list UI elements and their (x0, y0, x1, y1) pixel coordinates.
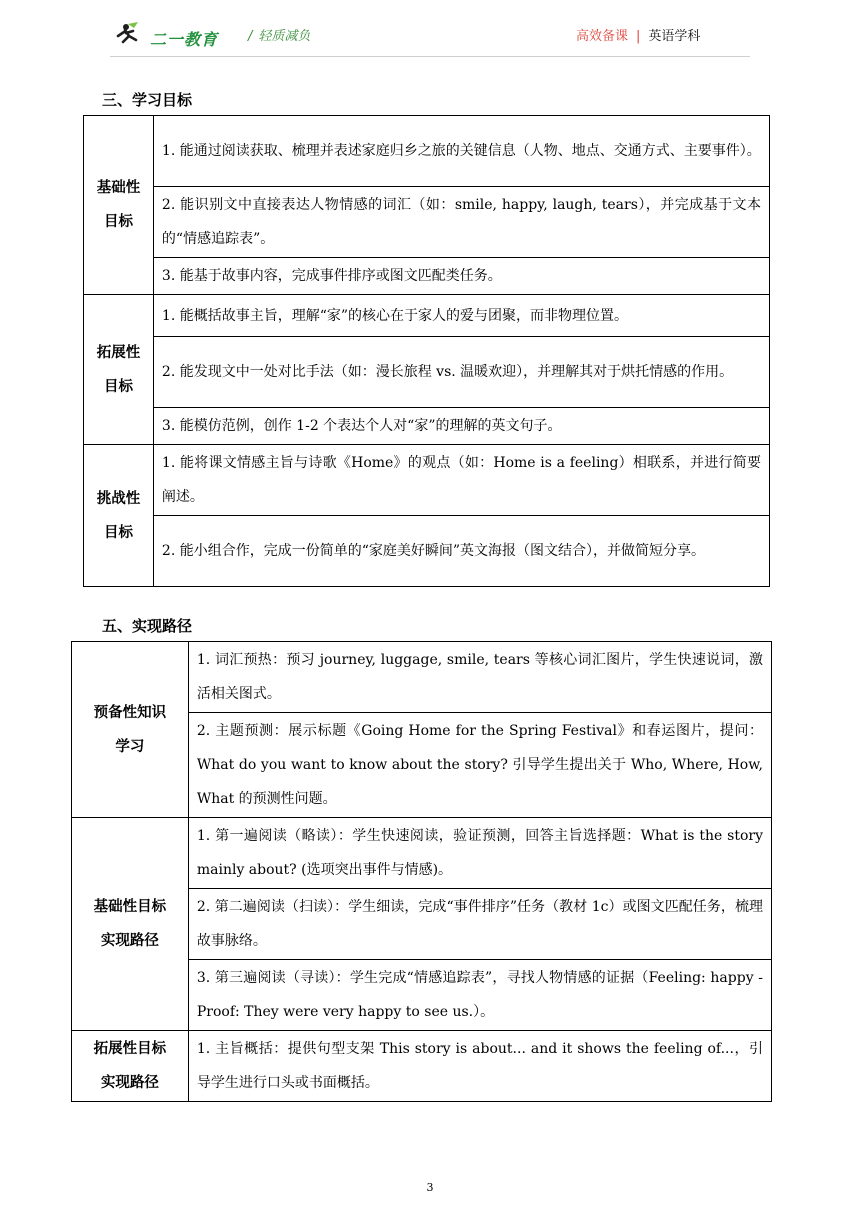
table-row (72, 1031, 772, 1102)
page-number: 3 (426, 1181, 434, 1194)
header-divider (110, 56, 750, 57)
logo (114, 20, 224, 52)
table-row (84, 337, 770, 408)
objective-item: 2. 能发现文中一处对比手法（如：漫长旅程 vs. 温暖欢迎），并理解其对于烘托情感的作用。 (153, 337, 769, 408)
objective-item: 3. 能模仿范例，创作 1-2 个表达个人对“家”的理解的英文句子。 (153, 408, 769, 445)
section-title-objectives: 三、学习目标 (102, 91, 193, 109)
objective-item: 2. 能小组合作，完成一份简单的“家庭美好瞬间”英文海报（图文结合），并做简短分享。 (153, 516, 769, 587)
table-row (84, 445, 770, 516)
objective-item: 1. 能将课文情感主旨与诗歌《Home》的观点（如：Home is a feeling）相联系，并进行简要阐述。 (153, 445, 769, 516)
pathway-item: 1. 第一遍阅读（略读）：学生快速阅读，验证预测，回答主旨选择题：What is the story mainly about? (选项突出事件与情感)。 (188, 818, 771, 889)
section-title-pathway: 五、实现路径 (102, 617, 193, 635)
logo-text: 二一教育 (150, 30, 219, 49)
pathway-item: 2. 主题预测：展示标题《Going Home for the Spring Festival》和春运图片，提问：What do you want to know about the story? 引导学生提出关于 Who, Where, How, What 的预测性问题。 (188, 713, 771, 818)
header-separator: | (636, 29, 641, 44)
objective-item: 1. 能通过阅读获取、梳理并表述家庭归乡之旅的关键信息（人物、地点、交通方式、主要事件）。 (153, 116, 769, 187)
table-row (84, 295, 770, 337)
objectives-table (83, 115, 770, 587)
row-label-basic: 基础性 目标 (84, 116, 154, 295)
table-row (84, 516, 770, 587)
row-label-extended-path: 拓展性目标 实现路径 (72, 1031, 189, 1102)
header-tag-subject: 英语学科 (648, 29, 701, 44)
header-subject (576, 25, 700, 44)
table-row (84, 258, 770, 295)
table-row (84, 187, 770, 258)
row-label-basic-path: 基础性目标 实现路径 (72, 818, 189, 1031)
row-label-challenge: 挑战性 目标 (84, 445, 154, 587)
objective-item: 2. 能识别文中直接表达人物情感的词汇（如：smile, happy, laugh, tears），并完成基于文本的“情感追踪表”。 (153, 187, 769, 258)
pathway-item: 1. 主旨概括：提供句型支架 This story is about... and it shows the feeling of...，引导学生进行口头或书面概括。 (188, 1031, 771, 1102)
row-label-extended: 拓展性 目标 (84, 295, 154, 445)
row-label-preparatory: 预备性知识 学习 (72, 642, 189, 818)
header-tag-prep: 高效备课 (576, 29, 629, 44)
pathway-item: 2. 第二遍阅读（扫读）：学生细读，完成“事件排序”任务（教材 1c）或图文匹配任务，梳理故事脉络。 (188, 889, 771, 960)
slogan (248, 25, 310, 44)
objective-item: 3. 能基于故事内容，完成事件排序或图文匹配类任务。 (153, 258, 769, 295)
table-row (72, 642, 772, 713)
pathway-item: 1. 词汇预热：预习 journey, luggage, smile, tears 等核心词汇图片，学生快速说词，激活相关图式。 (188, 642, 771, 713)
table-row (84, 116, 770, 187)
runner-logo-icon (114, 20, 148, 50)
slogan-slash: / (248, 29, 253, 44)
table-row (72, 818, 772, 889)
pathway-table (71, 641, 772, 1102)
page-header (0, 0, 860, 60)
slogan-text: 轻质减负 (258, 29, 311, 44)
objective-item: 1. 能概括故事主旨，理解“家”的核心在于家人的爱与团聚，而非物理位置。 (153, 295, 769, 337)
pathway-item: 3. 第三遍阅读（寻读）：学生完成“情感追踪表”，寻找人物情感的证据（Feeling: happy - Proof: They were very happy to see us.）。 (188, 960, 771, 1031)
table-row (84, 408, 770, 445)
